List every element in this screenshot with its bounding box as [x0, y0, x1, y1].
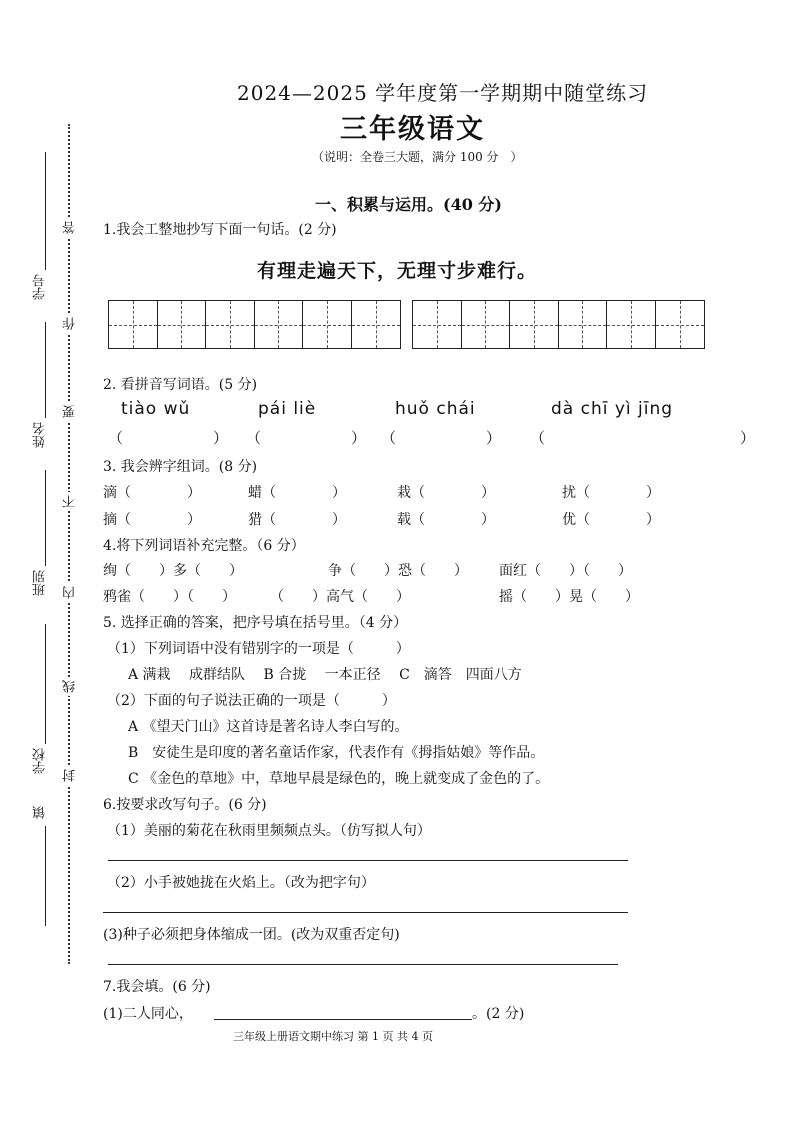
q4-item[interactable]: 鸦雀（ ）（ ）	[103, 589, 236, 605]
q4-item[interactable]: 争（ ）恐（ ）	[328, 563, 468, 579]
q5-sub2[interactable]: （2）下面的句子说法正确的一项是（ ）	[107, 693, 396, 709]
seal-dotted-line	[68, 124, 70, 964]
seal-char-1: 答	[61, 218, 80, 237]
exam-subject: 三年级语文	[340, 114, 485, 145]
seal-char-5: 内	[61, 583, 80, 602]
grid-cell[interactable]	[413, 301, 462, 348]
grid-cell[interactable]	[559, 301, 608, 348]
q6-answer-line-3[interactable]	[108, 964, 618, 965]
grid-cell[interactable]	[656, 301, 705, 348]
town-blank[interactable]	[45, 826, 46, 926]
answer-bracket-4[interactable]: （ ）	[530, 429, 756, 447]
q3-item[interactable]: 载（ ）	[397, 512, 495, 528]
class-blank[interactable]	[45, 470, 46, 566]
student-id-blank[interactable]	[45, 152, 46, 270]
q2-prompt: 2. 看拼音写词语。(5 分)	[103, 377, 258, 393]
q6-sentence-3: (3)种子必须把身体缩成一团。(改为双重否定句)	[103, 927, 400, 943]
grid-cell[interactable]	[206, 301, 255, 348]
answer-bracket-3[interactable]: （ ）	[381, 429, 502, 447]
school-blank[interactable]	[45, 624, 46, 744]
answer-bracket-2[interactable]: （ ）	[246, 429, 367, 447]
grid-cell[interactable]	[462, 301, 511, 348]
q7-line1-start: (1)二人同心，	[103, 1006, 193, 1022]
q6-sentence-2: （2）小手被她拢在火焰上。（改为把字句）	[107, 875, 375, 891]
grid-cell[interactable]	[255, 301, 304, 348]
grid-cell[interactable]	[510, 301, 559, 348]
q7-answer-blank-1[interactable]	[214, 1019, 472, 1020]
seal-char-7: 封	[61, 766, 80, 785]
pinyin-1: tiào wǔ	[121, 399, 191, 419]
q3-item[interactable]: 猎（ ）	[248, 512, 346, 528]
q5-prompt: 5. 选择正确的答案，把序号填在括号里。（4 分）	[103, 615, 408, 631]
grid-cell[interactable]	[352, 301, 401, 348]
grid-cell[interactable]	[303, 301, 352, 348]
q5-sub2-option-b: B 安徒生是印度的著名童话作家，代表作有《拇指姑娘》等作品。	[128, 745, 545, 761]
q3-item[interactable]: 摘（ ）	[103, 512, 201, 528]
name-blank[interactable]	[45, 322, 46, 418]
q3-item[interactable]: 栽（ ）	[397, 485, 495, 501]
q3-prompt: 3. 我会辨字组词。(8 分)	[103, 459, 258, 475]
q6-prompt: 6.按要求改写句子。(6 分)	[103, 797, 267, 813]
q6-sentence-1: （1）美丽的菊花在秋雨里频频点头。（仿写拟人句）	[107, 823, 431, 839]
grid-cell[interactable]	[158, 301, 207, 348]
town-label: 镇	[33, 806, 48, 819]
q3-item[interactable]: 蜡（ ）	[248, 485, 346, 501]
q4-prompt: 4.将下列词语补充完整。（6 分）	[103, 538, 305, 554]
q5-sub1-options: A 满栽 成群结队 B 合拢 一本正径 C 滴答 四面八方	[128, 667, 522, 683]
seal-char-2: 作	[61, 314, 80, 333]
seal-char-3: 要	[61, 402, 80, 421]
exam-title: 2024—2025 学年度第一学期期中随堂练习	[237, 81, 649, 105]
name-label: 姓名	[33, 422, 48, 448]
q5-sub2-option-a: A 《望天门山》这首诗是著名诗人李白写的。	[128, 719, 409, 735]
q5-sub2-option-c: C 《金色的草地》中，草地早晨是绿色的，晚上就变成了金色的了。	[128, 771, 550, 787]
school-label: 学校	[33, 748, 48, 774]
class-label: 班别	[33, 570, 48, 596]
grid-cell[interactable]	[109, 301, 158, 348]
q1-prompt: 1.我会工整地抄写下面一句话。(2 分)	[103, 222, 337, 238]
q4-item[interactable]: 摇（ ）晃（ ）	[499, 589, 639, 605]
q4-item[interactable]: 绚（ ）多（ ）	[103, 563, 243, 579]
q4-item[interactable]: 面红（ ）（ ）	[499, 563, 632, 579]
q6-answer-line-1[interactable]	[108, 860, 628, 861]
writing-grid-right[interactable]	[412, 300, 705, 349]
student-id-label: 学号	[33, 274, 48, 300]
q7-prompt: 7.我会填。(6 分)	[103, 979, 211, 995]
q3-item[interactable]: 扰（ ）	[562, 485, 660, 501]
exam-note: （说明：全卷三大题，满分 100 分 ）	[312, 150, 523, 164]
answer-bracket-1[interactable]: （ ）	[108, 429, 229, 447]
pinyin-3: huǒ chái	[395, 399, 476, 419]
seal-char-4: 不	[61, 492, 80, 511]
pinyin-2: pái liè	[258, 399, 317, 419]
q3-item[interactable]: 滴（ ）	[103, 485, 201, 501]
q3-item[interactable]: 优（ ）	[562, 512, 660, 528]
section-1-title: 一、积累与运用。(40 分)	[315, 195, 502, 214]
q5-sub1[interactable]: （1）下列词语中没有错别字的一项是（ ）	[107, 641, 410, 657]
q1-sentence: 有理走遍天下，无理寸步难行。	[257, 260, 538, 282]
q6-answer-line-2[interactable]	[103, 912, 628, 913]
writing-grid-left[interactable]	[108, 300, 401, 349]
grid-cell[interactable]	[607, 301, 656, 348]
seal-char-6: 线	[61, 677, 80, 696]
q4-item[interactable]: （ ）高气（ ）	[270, 589, 410, 605]
q7-line1-end: 。(2 分)	[472, 1006, 525, 1022]
pinyin-4: dà chī yì jīng	[551, 399, 674, 419]
page-footer: 三年级上册语文期中练习 第 1 页 共 4 页	[233, 1030, 433, 1043]
